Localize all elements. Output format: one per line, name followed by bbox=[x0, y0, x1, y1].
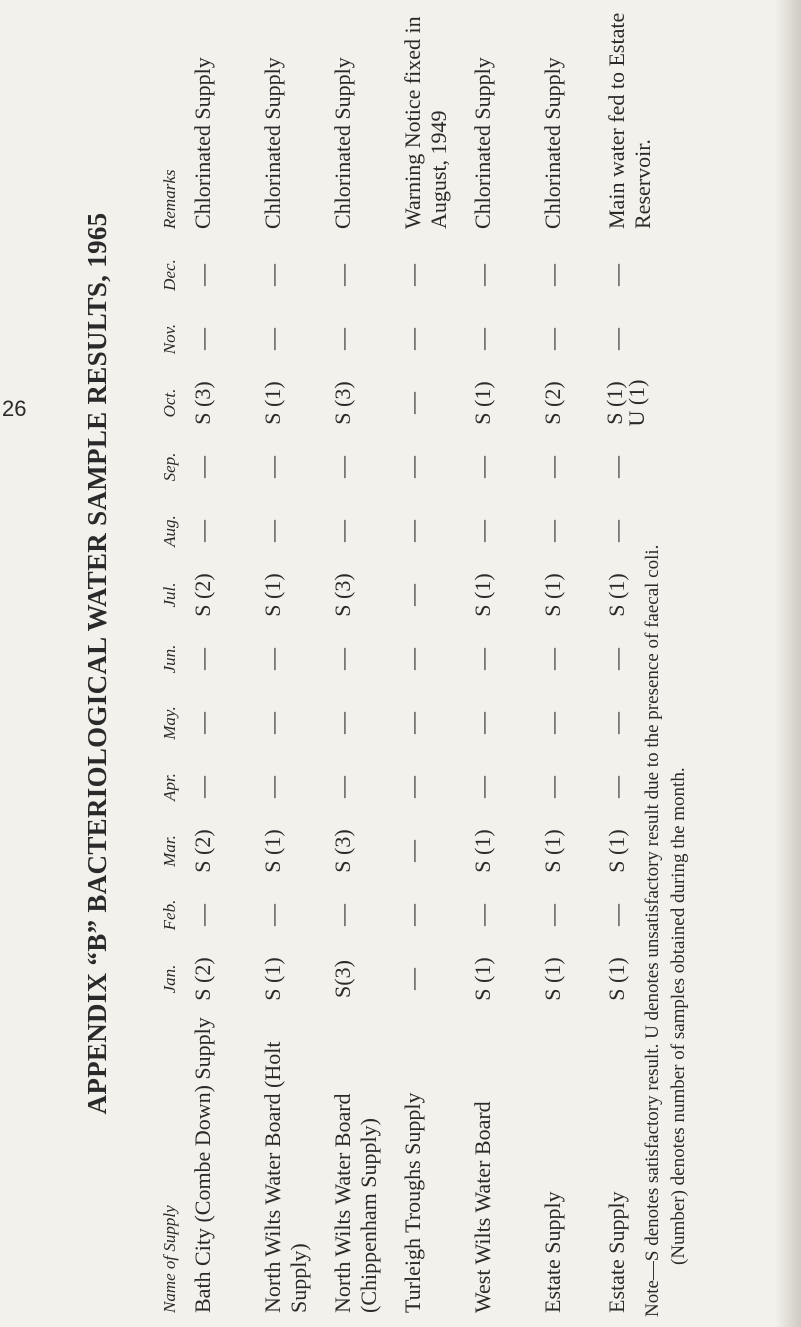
header-jul: Jul. bbox=[160, 582, 179, 608]
header-nov: Nov. bbox=[160, 323, 179, 355]
result-apr: — bbox=[470, 776, 495, 798]
supply-name: Estate Supply bbox=[604, 1191, 629, 1313]
footnote-line-1: Note—S denotes satisfactory result. U denotes unsatisfactory result due to the presence of faecal coli. bbox=[642, 544, 663, 1317]
result-feb: — bbox=[330, 904, 355, 926]
result-dec: — bbox=[470, 264, 495, 286]
result-sep: — bbox=[330, 456, 355, 478]
result-feb: — bbox=[470, 904, 495, 926]
table-row bbox=[396, 7, 466, 1317]
result-mar: S (1) bbox=[470, 829, 495, 873]
result-oct: S (2) bbox=[540, 381, 565, 425]
result-jan: S(3) bbox=[330, 960, 355, 998]
result-dec: — bbox=[190, 264, 215, 286]
result-oct: — bbox=[400, 392, 425, 414]
remarks-cell: Warning Notice fixed in August, 1949 bbox=[400, 16, 451, 229]
header-may: May. bbox=[160, 706, 179, 740]
footnote bbox=[640, 17, 692, 1317]
result-may: — bbox=[190, 712, 215, 734]
result-nov: — bbox=[260, 328, 285, 350]
result-sep: — bbox=[260, 456, 285, 478]
result-mar: S (1) bbox=[540, 829, 565, 873]
result-apr: — bbox=[190, 776, 215, 798]
remarks-cell: Main water fed to Estate Reservoir. bbox=[604, 12, 655, 229]
result-nov: — bbox=[400, 328, 425, 350]
supply-name: Bath City (Combe Down) Supply bbox=[190, 1017, 215, 1313]
header-dec: Dec. bbox=[160, 259, 179, 291]
result-sep: — bbox=[604, 456, 629, 478]
result-apr: — bbox=[540, 776, 565, 798]
result-feb: — bbox=[260, 904, 285, 926]
header-aug: Aug. bbox=[160, 515, 179, 547]
result-nov: — bbox=[190, 328, 215, 350]
page-number: 26 bbox=[2, 396, 27, 421]
header-name-of-supply: Name of Supply bbox=[160, 1205, 179, 1313]
result-feb: — bbox=[540, 904, 565, 926]
result-jan: S (2) bbox=[190, 957, 215, 1001]
table-row bbox=[256, 7, 326, 1317]
result-may: — bbox=[400, 712, 425, 734]
result-oct: S (1) bbox=[260, 381, 285, 425]
supply-name: North Wilts Water Board (Chippenham Supply) bbox=[330, 1093, 381, 1313]
result-nov: — bbox=[470, 328, 495, 350]
result-sep: — bbox=[190, 456, 215, 478]
page-edge-shadow bbox=[775, 0, 801, 1327]
result-mar: S (2) bbox=[190, 829, 215, 873]
result-jan: S (1) bbox=[604, 957, 629, 1001]
result-mar: S (1) bbox=[260, 829, 285, 873]
result-jun: — bbox=[604, 648, 629, 670]
result-jun: — bbox=[330, 648, 355, 670]
result-jun: — bbox=[190, 648, 215, 670]
result-may: — bbox=[540, 712, 565, 734]
result-jul: S (3) bbox=[330, 573, 355, 617]
result-may: — bbox=[470, 712, 495, 734]
result-aug: — bbox=[190, 520, 215, 542]
result-jul: — bbox=[400, 584, 425, 606]
result-oct: S (1) U (1) bbox=[602, 379, 649, 427]
supply-name: North Wilts Water Board (Holt Supply) bbox=[260, 1041, 311, 1313]
remarks-cell: Chlorinated Supply bbox=[470, 57, 495, 229]
result-dec: — bbox=[260, 264, 285, 286]
header-sep: Sep. bbox=[160, 452, 179, 482]
header-feb: Feb. bbox=[160, 899, 179, 931]
remarks-cell: Chlorinated Supply bbox=[330, 57, 355, 229]
result-jul: S (2) bbox=[190, 573, 215, 617]
result-nov: — bbox=[330, 328, 355, 350]
result-jan: S (1) bbox=[260, 957, 285, 1001]
header-oct: Oct. bbox=[160, 388, 179, 418]
result-dec: — bbox=[540, 264, 565, 286]
result-mar: S (3) bbox=[330, 829, 355, 873]
result-mar: S (1) bbox=[604, 829, 629, 873]
header-remarks: Remarks bbox=[160, 169, 179, 229]
result-aug: — bbox=[330, 520, 355, 542]
supply-name: Turleigh Troughs Supply bbox=[400, 1092, 425, 1313]
result-nov: — bbox=[540, 328, 565, 350]
result-feb: — bbox=[604, 904, 629, 926]
result-may: — bbox=[604, 712, 629, 734]
supply-name: Estate Supply bbox=[540, 1191, 565, 1313]
result-jul: S (1) bbox=[470, 573, 495, 617]
remarks-cell: Chlorinated Supply bbox=[190, 57, 215, 229]
result-sep: — bbox=[470, 456, 495, 478]
result-jun: — bbox=[260, 648, 285, 670]
supply-name: West Wilts Water Board bbox=[470, 1101, 495, 1313]
table-header-row bbox=[140, 7, 186, 1317]
result-dec: — bbox=[330, 264, 355, 286]
footnote-line-2: (Number) denotes number of samples obtained during the month. bbox=[668, 767, 689, 1265]
header-jun: Jun. bbox=[160, 644, 179, 674]
result-sep: — bbox=[540, 456, 565, 478]
result-oct: S (3) bbox=[330, 381, 355, 425]
result-aug: — bbox=[470, 520, 495, 542]
table-row bbox=[536, 7, 600, 1317]
remarks-cell: Chlorinated Supply bbox=[260, 57, 285, 229]
header-jan: Jan. bbox=[160, 964, 179, 994]
result-sep: — bbox=[400, 456, 425, 478]
result-nov: — bbox=[604, 328, 629, 350]
result-aug: — bbox=[540, 520, 565, 542]
result-feb: — bbox=[190, 904, 215, 926]
result-jul: S (1) bbox=[260, 573, 285, 617]
result-jun: — bbox=[400, 648, 425, 670]
result-jul: S (1) bbox=[540, 573, 565, 617]
result-oct: S (3) bbox=[190, 381, 215, 425]
header-apr: Apr. bbox=[160, 773, 179, 801]
results-table bbox=[140, 7, 664, 1317]
result-apr: — bbox=[604, 776, 629, 798]
remarks-cell: Chlorinated Supply bbox=[540, 57, 565, 229]
result-aug: — bbox=[260, 520, 285, 542]
result-jun: — bbox=[540, 648, 565, 670]
result-jan: — bbox=[400, 968, 425, 990]
result-jan: S (1) bbox=[540, 957, 565, 1001]
table-row bbox=[186, 7, 256, 1317]
result-jun: — bbox=[470, 648, 495, 670]
result-apr: — bbox=[330, 776, 355, 798]
result-aug: — bbox=[400, 520, 425, 542]
result-jul: S (1) bbox=[604, 573, 629, 617]
result-apr: — bbox=[260, 776, 285, 798]
header-mar: Mar. bbox=[160, 835, 179, 867]
page-title: APPENDIX “B” BACTERIOLOGICAL WATER SAMPLE RESULTS, 1965 bbox=[82, 212, 112, 1115]
result-mar: — bbox=[400, 840, 425, 862]
result-dec: — bbox=[400, 264, 425, 286]
result-dec: — bbox=[604, 264, 629, 286]
result-may: — bbox=[330, 712, 355, 734]
table-row bbox=[326, 7, 396, 1317]
result-may: — bbox=[260, 712, 285, 734]
result-aug: — bbox=[604, 520, 629, 542]
result-oct: S (1) bbox=[470, 381, 495, 425]
result-feb: — bbox=[400, 904, 425, 926]
table-row bbox=[466, 7, 536, 1317]
result-jan: S (1) bbox=[470, 957, 495, 1001]
result-apr: — bbox=[400, 776, 425, 798]
